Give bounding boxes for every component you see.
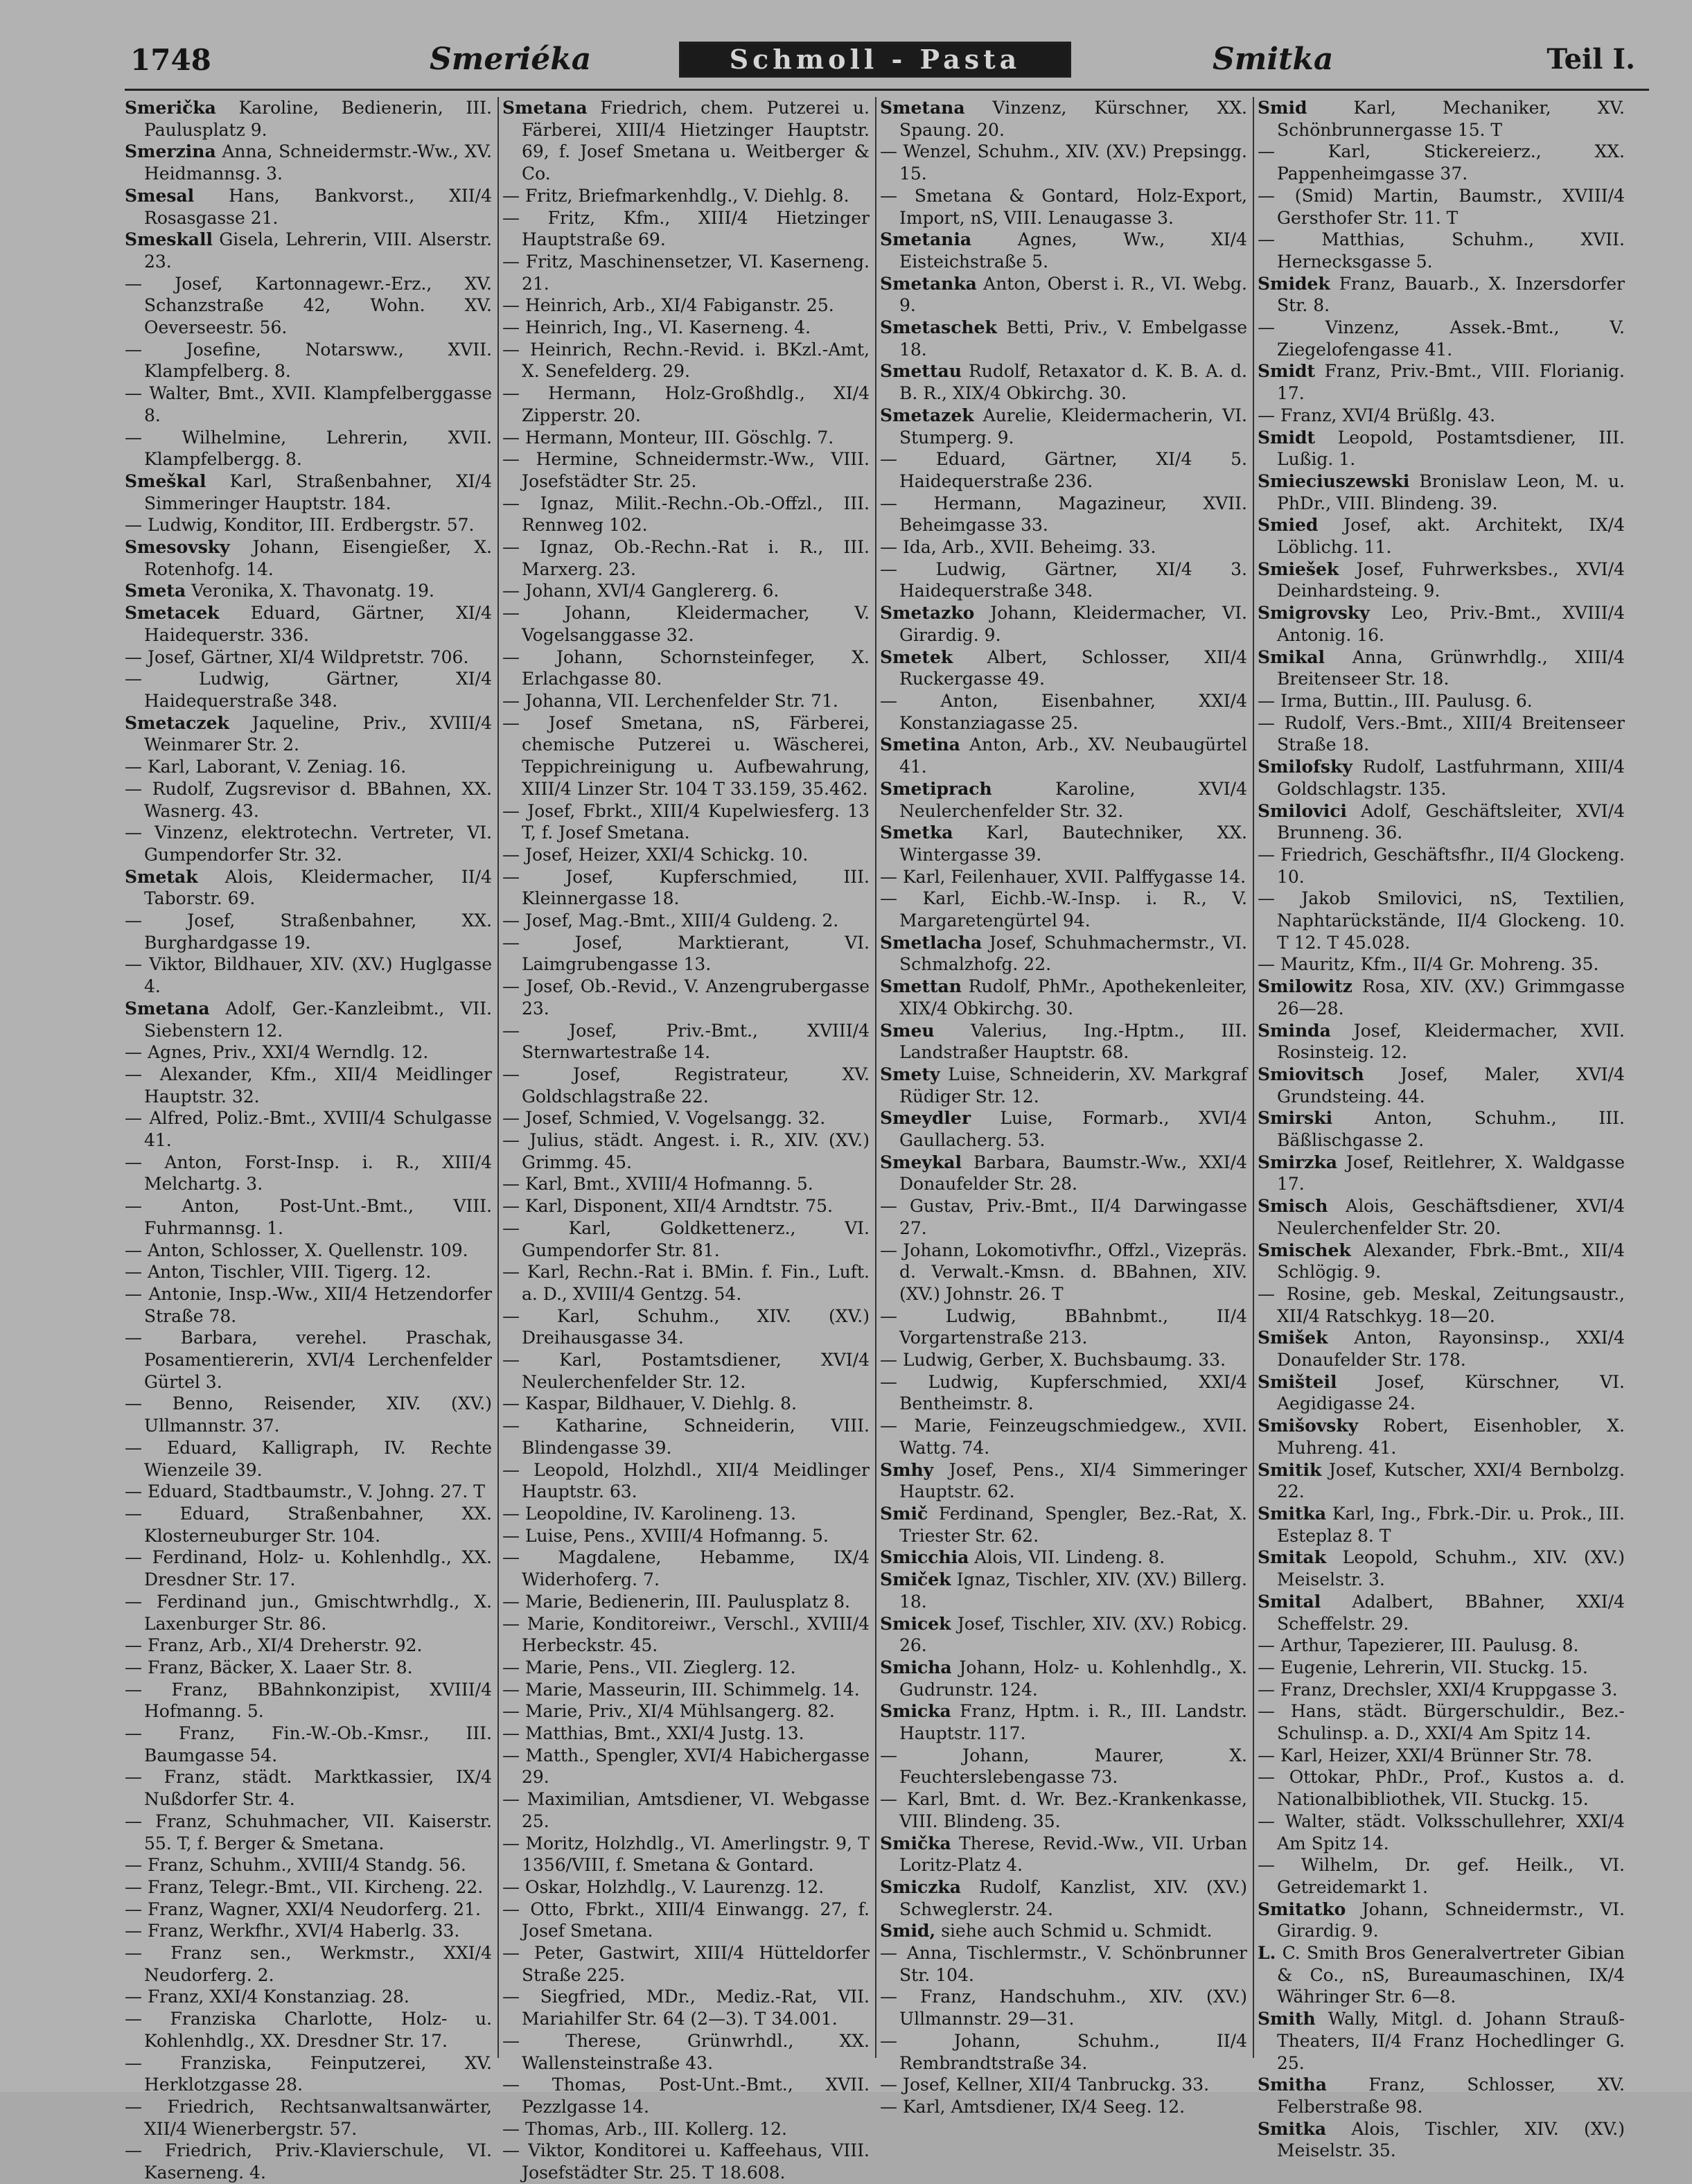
directory-entry: Smitatko Johann, Schneidermstr., VI. Girardig. 9. bbox=[1258, 1899, 1625, 1941]
directory-entry: — Peter, Gastwirt, XIII/4 Hütteldorfer Straße 225. bbox=[502, 1943, 870, 1985]
directory-entry: — Josef Smetana, nS, Färberei, chemische Putzerei u. Wäscherei, Teppichreinigung u. Aufbewahrung, XIII/4 Linzer Str. 104 T 33.159, 35.462. bbox=[502, 712, 870, 799]
directory-entry: — Hermann, Monteur, III. Göschlg. 7. bbox=[502, 427, 834, 448]
directory-entry: Smicha Johann, Holz- u. Kohlenhdlg., X. Gudrunstr. 124. bbox=[880, 1657, 1247, 1700]
directory-entry: — Franz sen., Werkmstr., XXI/4 Neudorferg. 2. bbox=[125, 1943, 492, 1985]
directory-entry: — Ignaz, Milit.-Rechn.-Ob.-Offzl., III. Rennweg 102. bbox=[502, 493, 870, 536]
directory-entry: — Josef, Kartonnagewr.-Erz., XV. Schanzstraße 42, Wohn. XV. Oeverseestr. 56. bbox=[125, 273, 492, 338]
directory-entry: Smicchia Alois, VII. Lindeng. 8. bbox=[880, 1547, 1165, 1568]
directory-entry: Smetania Agnes, Ww., XI/4 Eisteichstraße 5. bbox=[880, 229, 1247, 272]
left-running-head: Smeriéka bbox=[430, 42, 592, 77]
directory-entry: — Josefine, Notarsww., XVII. Klampfelberg. 8. bbox=[125, 339, 492, 382]
directory-entry: Sminda Josef, Kleidermacher, XVII. Rosinsteig. 12. bbox=[1258, 1020, 1625, 1063]
directory-entry: Smikal Anna, Grünwrhdlg., XIII/4 Breitenseer Str. 18. bbox=[1258, 646, 1625, 689]
directory-entry: — Josef, Marktierant, VI. Laimgrubengasse 13. bbox=[502, 932, 870, 975]
directory-entry: Smettan Rudolf, PhMr., Apothekenleiter, XIX/4 Obkirchg. 30. bbox=[880, 976, 1247, 1019]
directory-entry: Smišovsky Robert, Eisenhobler, X. Muhreng. 41. bbox=[1258, 1416, 1625, 1458]
directory-entry: Smetanka Anton, Oberst i. R., VI. Webg. 9. bbox=[880, 273, 1247, 316]
directory-entry: Smeydler Luise, Formarb., XVI/4 Gaullacherg. 53. bbox=[880, 1108, 1247, 1151]
directory-entry: — Marie, Pens., VII. Zieglerg. 12. bbox=[502, 1657, 796, 1677]
directory-entry: Smiovitsch Josef, Maler, XVI/4 Grundsteing. 44. bbox=[1258, 1064, 1625, 1107]
directory-entry: Smidt Franz, Priv.-Bmt., VIII. Florianig. 17. bbox=[1258, 361, 1625, 404]
directory-entry: L. C. Smith Bros Generalvertreter Gibian & Co., nS, Bureaumaschinen, IX/4 Währinger Str. 6—8. bbox=[1258, 1943, 1625, 2007]
directory-entry: Smety Luise, Schneiderin, XV. Markgraf Rüdiger Str. 12. bbox=[880, 1064, 1247, 1107]
directory-entry: — Rosine, geb. Meskal, Zeitungsaustr., XII/4 Ratschkyg. 18—20. bbox=[1258, 1283, 1625, 1326]
directory-entry: — Franz, Telegr.-Bmt., VII. Kircheng. 22. bbox=[125, 1876, 484, 1897]
directory-entry: Smetaschek Betti, Priv., V. Embelgasse 18. bbox=[880, 317, 1247, 360]
directory-entry: — Karl, Schuhm., XIV. (XV.) Dreihausgasse 34. bbox=[502, 1305, 870, 1348]
directory-entry: — Friedrich, Geschäftsfhr., II/4 Glockeng. 10. bbox=[1258, 844, 1625, 887]
directory-entry: — Josef, Kupferschmied, III. Kleinnergasse 18. bbox=[502, 866, 870, 909]
directory-entry: — Maximilian, Amtsdiener, VI. Webgasse 25. bbox=[502, 1789, 870, 1831]
directory-entry: Smetaczek Jaqueline, Priv., XVIII/4 Weinmarer Str. 2. bbox=[125, 712, 492, 755]
directory-entry: — Fritz, Maschinensetzer, VI. Kaserneng. 21. bbox=[502, 251, 870, 294]
directory-entry: Smerzina Anna, Schneidermstr.-Ww., XV. Heidmannsg. 3. bbox=[125, 141, 492, 184]
directory-entry: — Anton, Post-Unt.-Bmt., VIII. Fuhrmannsg. 1. bbox=[125, 1196, 492, 1238]
directory-entry: — (Smid) Martin, Baumstr., XVIII/4 Gersthofer Str. 11. T bbox=[1258, 185, 1625, 228]
directory-entry: — Leopoldine, IV. Karolineng. 13. bbox=[502, 1504, 796, 1524]
directory-entry: — Eduard, Gärtner, XI/4 5. Haidequerstraße 236. bbox=[880, 449, 1247, 491]
directory-entry: Smiczka Rudolf, Kanzlist, XIV. (XV.) Schweglerstr. 24. bbox=[880, 1876, 1247, 1919]
directory-entry: — Karl, Eichb.-W.-Insp. i. R., V. Margaretengürtel 94. bbox=[880, 888, 1247, 931]
directory-entry: — Therese, Grünwrhdl., XX. Wallensteinstraße 43. bbox=[502, 2030, 870, 2073]
directory-entry: — Marie, Konditoreiwr., Verschl., XVIII/4 Herbeckstr. 45. bbox=[502, 1613, 870, 1656]
directory-entry: Smeskall Gisela, Lehrerin, VIII. Alserstr. 23. bbox=[125, 229, 492, 272]
directory-entry: — Benno, Reisender, XIV. (XV.) Ullmannstr. 37. bbox=[125, 1393, 492, 1436]
directory-entry: — Anna, Tischlermstr., V. Schönbrunner Str. 104. bbox=[880, 1943, 1247, 1985]
directory-entry: — Franz, XXI/4 Konstanziag. 28. bbox=[125, 1987, 409, 2007]
directory-entry: — Josef, Straßenbahner, XX. Burghardgasse 19. bbox=[125, 910, 492, 953]
directory-entry: — Wilhelmine, Lehrerin, XVII. Klampfelbergg. 8. bbox=[125, 427, 492, 470]
center-title-banner: Schmoll - Pasta bbox=[679, 42, 1071, 78]
directory-entry: — Eduard, Kalligraph, IV. Rechte Wienzeile 39. bbox=[125, 1437, 492, 1480]
directory-entry: — Walter, städt. Volksschullehrer, XXI/4 Am Spitz 14. bbox=[1258, 1811, 1625, 1853]
directory-entry: — Ludwig, Gerber, X. Buchsbaumg. 33. bbox=[880, 1350, 1226, 1371]
directory-entry: — Karl, Goldkettenerz., VI. Gumpendorfer Str. 81. bbox=[502, 1217, 870, 1260]
directory-entry: Smirski Anton, Schuhm., III. Bäßlischgasse 2. bbox=[1258, 1108, 1625, 1151]
directory-entry: — Ferdinand jun., Gmischtwrhdlg., X. Laxenburger Str. 86. bbox=[125, 1591, 492, 1634]
directory-entry: Smigrovsky Leo, Priv.-Bmt., XVIII/4 Antonig. 16. bbox=[1258, 603, 1625, 645]
directory-entry: Smetlacha Josef, Schuhmachermstr., VI. Schmalzhofg. 22. bbox=[880, 932, 1247, 975]
directory-entry: — Franz, Schuhmacher, VII. Kaiserstr. 55. T, f. Berger & Smetana. bbox=[125, 1811, 492, 1853]
directory-entry: Smetka Karl, Bautechniker, XX. Wintergasse 39. bbox=[880, 822, 1247, 865]
directory-entry: Smič Ferdinand, Spengler, Bez.-Rat, X. Triester Str. 62. bbox=[880, 1504, 1247, 1546]
directory-entry: — Fritz, Briefmarkenhdlg., V. Diehlg. 8. bbox=[502, 185, 849, 206]
directory-entry: — Agnes, Priv., XXI/4 Werndlg. 12. bbox=[125, 1042, 429, 1063]
directory-entry: — Walter, Bmt., XVII. Klampfelberggasse 8. bbox=[125, 383, 492, 425]
column-divider bbox=[497, 97, 499, 2058]
directory-entry: — Karl, Heizer, XXI/4 Brünner Str. 78. bbox=[1258, 1745, 1593, 1765]
directory-entry: — Josef, Fbrkt., XIII/4 Kupelwiesferg. 13 T, f. Josef Smetana. bbox=[502, 800, 870, 843]
directory-entry: — Rudolf, Vers.-Bmt., XIII/4 Breitenseer Straße 18. bbox=[1258, 712, 1625, 755]
directory-entry: — Marie, Masseurin, III. Schimmelg. 14. bbox=[502, 1679, 860, 1700]
column-3 bbox=[880, 97, 1247, 2117]
directory-entry: Smeykal Barbara, Baumstr.-Ww., XXI/4 Donaufelder Str. 28. bbox=[880, 1152, 1247, 1195]
directory-entry: Smitha Franz, Schlosser, XV. Felberstraße 98. bbox=[1258, 2075, 1625, 2117]
directory-entry: — Franziska Charlotte, Holz- u. Kohlenhdlg., XX. Dresdner Str. 17. bbox=[125, 2009, 492, 2051]
directory-entry: Smička Therese, Revid.-Ww., VII. Urban Loritz-Platz 4. bbox=[880, 1833, 1247, 1876]
directory-entry: Smieciuszewski Bronislaw Leon, M. u. PhDr., VIII. Blindeng. 39. bbox=[1258, 470, 1625, 513]
directory-entry: Smettau Rudolf, Retaxator d. K. B. A. d. B. R., XIX/4 Obkirchg. 30. bbox=[880, 361, 1247, 404]
directory-entry: — Heinrich, Rechn.-Revid. i. BKzl.-Amt, X. Senefelderg. 29. bbox=[502, 339, 870, 382]
header-rule bbox=[125, 89, 1649, 91]
directory-entry: Smidek Franz, Bauarb., X. Inzersdorfer Str. 8. bbox=[1258, 273, 1625, 316]
directory-entry: — Moritz, Holzhdlg., VI. Amerlingstr. 9, T 1356/VIII, f. Smetana & Gontard. bbox=[502, 1833, 870, 1876]
directory-entry: — Josef, Schmied, V. Vogelsangg. 32. bbox=[502, 1108, 826, 1129]
directory-entry: Smesal Hans, Bankvorst., XII/4 Rosasgasse 21. bbox=[125, 185, 492, 228]
directory-entry: — Franz, Drechsler, XXI/4 Kruppgasse 3. bbox=[1258, 1679, 1618, 1700]
directory-entry: — Josef, Registrateur, XV. Goldschlagstraße 22. bbox=[502, 1064, 870, 1107]
directory-entry: — Franz, BBahnkonzipist, XVIII/4 Hofmanng. 5. bbox=[125, 1679, 492, 1722]
directory-entry: Smetana Vinzenz, Kürschner, XX. Spaung. 20. bbox=[880, 98, 1247, 140]
directory-entry: — Heinrich, Ing., VI. Kaserneng. 4. bbox=[502, 317, 811, 338]
directory-entry: — Gustav, Priv.-Bmt., II/4 Darwingasse 27. bbox=[880, 1196, 1247, 1238]
directory-entry: — Karl, Bmt. d. Wr. Bez.-Krankenkasse, VIII. Blindeng. 35. bbox=[880, 1789, 1247, 1831]
directory-entry: — Viktor, Bildhauer, XIV. (XV.) Huglgasse 4. bbox=[125, 954, 492, 997]
directory-entry: — Hermine, Schneidermstr.-Ww., VIII. Josefstädter Str. 25. bbox=[502, 449, 870, 491]
directory-entry: — Heinrich, Arb., XI/4 Fabiganstr. 25. bbox=[502, 295, 834, 316]
directory-entry: Smišek Anton, Rayonsinsp., XXI/4 Donaufelder Str. 178. bbox=[1258, 1328, 1625, 1371]
directory-entry: — Karl, Feilenhauer, XVII. Palffygasse 14. bbox=[880, 866, 1246, 887]
directory-entry: — Eugenie, Lehrerin, VII. Stuckg. 15. bbox=[1258, 1657, 1588, 1677]
part-label: Teil I. bbox=[1546, 43, 1635, 76]
page-number: 1748 bbox=[130, 43, 211, 77]
directory-entry: — Johann, Schornsteinfeger, X. Erlachgasse 80. bbox=[502, 646, 870, 689]
directory-entry: — Johann, XVI/4 Ganglererg. 6. bbox=[502, 581, 779, 601]
directory-entry: Smisch Alois, Geschäftsdiener, XVI/4 Neulerchenfelder Str. 20. bbox=[1258, 1196, 1625, 1238]
directory-entry: — Friedrich, Rechtsanwaltsanwärter, XII/4 Wienerbergstr. 57. bbox=[125, 2096, 492, 2139]
directory-entry: — Karl, Rechn.-Rat i. BMin. f. Fin., Luft. a. D., XVIII/4 Gentzg. 54. bbox=[502, 1262, 870, 1304]
directory-entry: Smetazek Aurelie, Kleidermacherin, VI. Stumperg. 9. bbox=[880, 405, 1247, 448]
directory-entry: Smid, siehe auch Schmid u. Schmidt. bbox=[880, 1921, 1213, 1941]
directory-entry: — Thomas, Arb., III. Kollerg. 12. bbox=[502, 2118, 787, 2139]
directory-entry: — Luise, Pens., XVIII/4 Hofmanng. 5. bbox=[502, 1525, 829, 1546]
directory-entry: — Vinzenz, elektrotechn. Vertreter, VI. Gumpendorfer Str. 32. bbox=[125, 822, 492, 865]
directory-entry: Smital Adalbert, BBahner, XXI/4 Scheffelstr. 29. bbox=[1258, 1591, 1625, 1634]
directory-entry: — Josef, Gärtner, XI/4 Wildpretstr. 706. bbox=[125, 646, 469, 667]
directory-entry: — Smetana & Gontard, Holz-Export, Import, nS, VIII. Lenaugasse 3. bbox=[880, 185, 1247, 228]
directory-entry: — Anton, Tischler, VIII. Tigerg. 12. bbox=[125, 1262, 432, 1283]
directory-entry: Smith Wally, Mitgl. d. Johann Strauß-Theaters, II/4 Franz Hochedlinger G. 25. bbox=[1258, 2009, 1625, 2073]
directory-entry: Smitka Alois, Tischler, XIV. (XV.) Meiselstr. 35. bbox=[1258, 2118, 1625, 2161]
directory-entry: — Ottokar, PhDr., Prof., Kustos a. d. Nationalbibliothek, VII. Stuckg. 15. bbox=[1258, 1767, 1625, 1810]
directory-entry: Smiešek Josef, Fuhrwerksbes., XVI/4 Deinhardsteing. 9. bbox=[1258, 558, 1625, 601]
directory-entry: — Josef, Mag.-Bmt., XIII/4 Guldeng. 2. bbox=[502, 910, 839, 931]
directory-entry: Smetana Adolf, Ger.-Kanzleibmt., VII. Siebenstern 12. bbox=[125, 998, 492, 1041]
directory-entry: Smetak Alois, Kleidermacher, II/4 Taborstr. 69. bbox=[125, 866, 492, 909]
directory-entry: — Magdalene, Hebamme, IX/4 Widerhoferg. 7. bbox=[502, 1547, 870, 1590]
directory-entry: — Otto, Fbrkt., XIII/4 Einwangg. 27, f. Josef Smetana. bbox=[502, 1899, 870, 1941]
column-2 bbox=[502, 97, 870, 2183]
directory-entry: Smilovici Adolf, Geschäftsleiter, XVI/4 Brunneng. 36. bbox=[1258, 800, 1625, 843]
directory-entry: — Karl, Stickereierz., XX. Pappenheimgasse 37. bbox=[1258, 141, 1625, 184]
directory-entry: Smeškal Karl, Straßenbahner, XI/4 Simmeringer Hauptstr. 184. bbox=[125, 470, 492, 513]
directory-entry: — Anton, Schlosser, X. Quellenstr. 109. bbox=[125, 1240, 468, 1260]
directory-entry: — Karl, Bmt., XVIII/4 Hofmanng. 5. bbox=[502, 1174, 813, 1195]
directory-entry: — Marie, Feinzeugschmiedgew., XVII. Wattg. 74. bbox=[880, 1416, 1247, 1458]
directory-entry: Smetana Friedrich, chem. Putzerei u. Färberei, XIII/4 Hietzinger Hauptstr. 69, f. Josef Smetana u. Weitberger & Co. bbox=[502, 98, 870, 184]
directory-entry: — Franz, Handschuhm., XIV. (XV.) Ullmannstr. 29—31. bbox=[880, 1987, 1247, 2029]
directory-entry: — Marie, Bedienerin, III. Paulusplatz 8. bbox=[502, 1591, 850, 1612]
directory-entry: — Franz, XVI/4 Brüßlg. 43. bbox=[1258, 405, 1496, 425]
directory-entry: — Barbara, verehel. Praschak, Posamentiererin, XVI/4 Lerchenfelder Gürtel 3. bbox=[125, 1328, 492, 1392]
directory-entry: — Rudolf, Zugsrevisor d. BBahnen, XX. Wasnerg. 43. bbox=[125, 778, 492, 821]
directory-entry: — Josef, Kellner, XII/4 Tanbruckg. 33. bbox=[880, 2075, 1210, 2095]
directory-entry: Smilowitz Rosa, XIV. (XV.) Grimmgasse 26—28. bbox=[1258, 976, 1625, 1019]
directory-entry: — Karl, Amtsdiener, IX/4 Seeg. 12. bbox=[880, 2096, 1186, 2117]
directory-entry: — Ferdinand, Holz- u. Kohlenhdlg., XX. Dresdner Str. 17. bbox=[125, 1547, 492, 1590]
directory-entry: — Hans, städt. Bürgerschuldir., Bez.-Schulinsp. a. D., XXI/4 Am Spitz 14. bbox=[1258, 1701, 1625, 1744]
directory-entry: — Wenzel, Schuhm., XIV. (XV.) Prepsingg. 15. bbox=[880, 141, 1247, 184]
directory-entry: — Marie, Priv., XI/4 Mühlsangerg. 82. bbox=[502, 1701, 835, 1722]
directory-entry: — Matth., Spengler, XVI/4 Habichergasse 29. bbox=[502, 1745, 870, 1788]
directory-entry: Smetacek Eduard, Gärtner, XI/4 Haidequerstr. 336. bbox=[125, 603, 492, 645]
column-1 bbox=[125, 97, 492, 2183]
directory-entry: Smitak Leopold, Schuhm., XIV. (XV.) Meiselstr. 3. bbox=[1258, 1547, 1625, 1590]
directory-entry: Smid Karl, Mechaniker, XV. Schönbrunnergasse 15. T bbox=[1258, 98, 1625, 140]
page-header bbox=[125, 36, 1635, 91]
directory-entry: — Johanna, VII. Lerchenfelder Str. 71. bbox=[502, 690, 838, 711]
directory-entry: — Anton, Eisenbahner, XXI/4 Konstanziagasse 25. bbox=[880, 690, 1247, 733]
directory-entry: — Josef, Heizer, XXI/4 Schickg. 10. bbox=[502, 844, 809, 865]
directory-entry: — Franz, Wagner, XXI/4 Neudorferg. 21. bbox=[125, 1899, 481, 1919]
directory-entry: Smeta Veronika, X. Thavonatg. 19. bbox=[125, 581, 434, 601]
directory-entry: — Fritz, Kfm., XIII/4 Hietzinger Hauptstraße 69. bbox=[502, 207, 870, 250]
directory-entry: — Josef, Priv.-Bmt., XVIII/4 Sternwartestraße 14. bbox=[502, 1020, 870, 1063]
directory-entry: — Thomas, Post-Unt.-Bmt., XVII. Pezzlgasse 14. bbox=[502, 2075, 870, 2117]
column-divider bbox=[1253, 97, 1254, 2058]
directory-entry: — Siegfried, MDr., Mediz.-Rat, VII. Mariahilfer Str. 64 (2—3). T 34.001. bbox=[502, 1987, 870, 2029]
directory-entry: — Wilhelm, Dr. gef. Heilk., VI. Getreidemarkt 1. bbox=[1258, 1855, 1625, 1897]
directory-entry: — Alfred, Poliz.-Bmt., XVIII/4 Schulgasse 41. bbox=[125, 1108, 492, 1151]
column-4 bbox=[1258, 97, 1625, 2161]
directory-entry: Smiček Ignaz, Tischler, XIV. (XV.) Billerg. 18. bbox=[880, 1569, 1247, 1612]
directory-entry: Smischek Alexander, Fbrk.-Bmt., XII/4 Schlögig. 9. bbox=[1258, 1240, 1625, 1283]
directory-entry: — Kaspar, Bildhauer, V. Diehlg. 8. bbox=[502, 1393, 797, 1414]
directory-entry: — Johann, Schuhm., II/4 Rembrandtstraße 34. bbox=[880, 2030, 1247, 2073]
directory-entry: Smetazko Johann, Kleidermacher, VI. Girardig. 9. bbox=[880, 603, 1247, 645]
directory-entry: — Johann, Kleidermacher, V. Vogelsanggasse 32. bbox=[502, 603, 870, 645]
directory-entry: Smicka Franz, Hptm. i. R., III. Landstr. Hauptstr. 117. bbox=[880, 1701, 1247, 1744]
directory-entry: — Hermann, Magazineur, XVII. Beheimgasse 33. bbox=[880, 493, 1247, 536]
directory-entry: — Hermann, Holz-Großhdlg., XI/4 Zipperstr. 20. bbox=[502, 383, 870, 425]
directory-entry: — Franz, Werkfhr., XVI/4 Haberlg. 33. bbox=[125, 1921, 460, 1941]
directory-entry: — Viktor, Konditorei u. Kaffeehaus, VIII. Josefstädter Str. 25. T 18.608. bbox=[502, 2140, 870, 2183]
directory-entry: — Antonie, Insp.-Ww., XII/4 Hetzendorfer Straße 78. bbox=[125, 1283, 492, 1326]
directory-entry: — Johann, Lokomotivfhr., Offzl., Vizepräs. d. Verwalt.-Kmsn. d. BBahnen, XIV. (XV.) Johnstr. 26. T bbox=[880, 1240, 1247, 1304]
directory-entry: Smitik Josef, Kutscher, XXI/4 Bernbolzg. 22. bbox=[1258, 1459, 1625, 1502]
directory-entry: Smetina Anton, Arb., XV. Neubaugürtel 41. bbox=[880, 734, 1247, 777]
directory-entry: Smišteil Josef, Kürschner, VI. Aegidigasse 24. bbox=[1258, 1371, 1625, 1414]
directory-entry: — Johann, Maurer, X. Feuchterslebengasse 73. bbox=[880, 1745, 1247, 1788]
directory-entry: — Ludwig, BBahnbmt., II/4 Vorgartenstraße 213. bbox=[880, 1305, 1247, 1348]
directory-entry: — Franz, Fin.-W.-Ob.-Kmsr., III. Baumgasse 54. bbox=[125, 1723, 492, 1765]
directory-entry: — Mauritz, Kfm., II/4 Gr. Mohreng. 35. bbox=[1258, 954, 1599, 975]
directory-entry: — Franz, städt. Marktkassier, IX/4 Nußdorfer Str. 4. bbox=[125, 1767, 492, 1810]
directory-entry: — Franz, Bäcker, X. Laaer Str. 8. bbox=[125, 1657, 413, 1677]
directory-entry: — Ida, Arb., XVII. Beheimg. 33. bbox=[880, 537, 1156, 558]
column-divider bbox=[875, 97, 876, 2058]
directory-entry: — Franz, Schuhm., XVIII/4 Standg. 56. bbox=[125, 1855, 466, 1876]
directory-entry: — Matthias, Bmt., XXI/4 Justg. 13. bbox=[502, 1723, 804, 1744]
directory-entry: — Eduard, Stadtbaumstr., V. Johng. 27. T bbox=[125, 1481, 485, 1502]
directory-entry: Smidt Leopold, Postamtsdiener, III. Lußig. 1. bbox=[1258, 427, 1625, 470]
directory-entry: — Matthias, Schuhm., XVII. Hernecksgasse 5. bbox=[1258, 229, 1625, 272]
directory-entry: — Friedrich, Priv.-Klavierschule, VI. Kaserneng. 4. bbox=[125, 2140, 492, 2183]
directory-entry: — Alexander, Kfm., XII/4 Meidlinger Hauptstr. 32. bbox=[125, 1064, 492, 1107]
directory-entry: — Franziska, Feinputzerei, XV. Herklotzgasse 28. bbox=[125, 2052, 492, 2095]
directory-entry: Smitka Karl, Ing., Fbrk.-Dir. u. Prok., III. Esteplaz 8. T bbox=[1258, 1504, 1625, 1546]
directory-entry: — Eduard, Straßenbahner, XX. Klosterneuburger Str. 104. bbox=[125, 1504, 492, 1546]
directory-entry: Smetiprach Karoline, XVI/4 Neulerchenfelder Str. 32. bbox=[880, 778, 1247, 821]
directory-entry: Smilofsky Rudolf, Lastfuhrmann, XIII/4 Goldschlagstr. 135. bbox=[1258, 757, 1625, 799]
directory-entry: — Irma, Buttin., III. Paulusg. 6. bbox=[1258, 690, 1533, 711]
directory-entry: Smesovsky Johann, Eisengießer, X. Rotenhofg. 14. bbox=[125, 537, 492, 579]
directory-entry: — Ignaz, Ob.-Rechn.-Rat i. R., III. Marxerg. 23. bbox=[502, 537, 870, 579]
directory-entry: — Karl, Laborant, V. Zeniag. 16. bbox=[125, 757, 407, 777]
directory-entry: — Ludwig, Konditor, III. Erdbergstr. 57. bbox=[125, 515, 475, 536]
directory-entry: — Ludwig, Kupferschmied, XXI/4 Bentheimstr. 8. bbox=[880, 1371, 1247, 1414]
directory-entry: Smeu Valerius, Ing.-Hptm., III. Landstraßer Hauptstr. 68. bbox=[880, 1020, 1247, 1063]
directory-entry: — Karl, Disponent, XII/4 Arndtstr. 75. bbox=[502, 1196, 833, 1217]
directory-entry: — Anton, Forst-Insp. i. R., XIII/4 Melchartg. 3. bbox=[125, 1152, 492, 1195]
directory-entry: — Ludwig, Gärtner, XI/4 Haidequerstraße 348. bbox=[125, 669, 492, 711]
right-running-head: Smitka bbox=[1213, 42, 1334, 77]
directory-entry: Smetek Albert, Schlosser, XII/4 Ruckergasse 49. bbox=[880, 646, 1247, 689]
directory-entry: Smicek Josef, Tischler, XIV. (XV.) Robicg. 26. bbox=[880, 1613, 1247, 1656]
directory-entry: Smerička Karoline, Bedienerin, III. Paulusplatz 9. bbox=[125, 98, 492, 140]
directory-entry: — Ludwig, Gärtner, XI/4 3. Haidequerstraße 348. bbox=[880, 558, 1247, 601]
directory-entry: — Jakob Smilovici, nS, Textilien, Naphtarückstände, II/4 Glockeng. 10. T 12. T 45.028. bbox=[1258, 888, 1625, 953]
directory-entry: — Oskar, Holzhdlg., V. Laurenzg. 12. bbox=[502, 1876, 825, 1897]
directory-entry: — Franz, Arb., XI/4 Dreherstr. 92. bbox=[125, 1635, 423, 1656]
directory-entry: — Leopold, Holzhdl., XII/4 Meidlinger Hauptstr. 63. bbox=[502, 1459, 870, 1502]
directory-entry: — Karl, Postamtsdiener, XVI/4 Neulerchenfelder Str. 12. bbox=[502, 1350, 870, 1392]
directory-entry: Smied Josef, akt. Architekt, IX/4 Löblichg. 11. bbox=[1258, 515, 1625, 558]
directory-entry: — Vinzenz, Assek.-Bmt., V. Ziegelofengasse 41. bbox=[1258, 317, 1625, 360]
directory-entry: — Arthur, Tapezierer, III. Paulusg. 8. bbox=[1258, 1635, 1579, 1656]
directory-entry: Smirzka Josef, Reitlehrer, X. Waldgasse 17. bbox=[1258, 1152, 1625, 1195]
directory-entry: — Josef, Ob.-Revid., V. Anzengrubergasse 23. bbox=[502, 976, 870, 1019]
directory-entry: Smhy Josef, Pens., XI/4 Simmeringer Hauptstr. 62. bbox=[880, 1459, 1247, 1502]
directory-entry: — Katharine, Schneiderin, VIII. Blindengasse 39. bbox=[502, 1416, 870, 1458]
directory-entry: — Julius, städt. Angest. i. R., XIV. (XV.) Grimmg. 45. bbox=[502, 1130, 870, 1172]
